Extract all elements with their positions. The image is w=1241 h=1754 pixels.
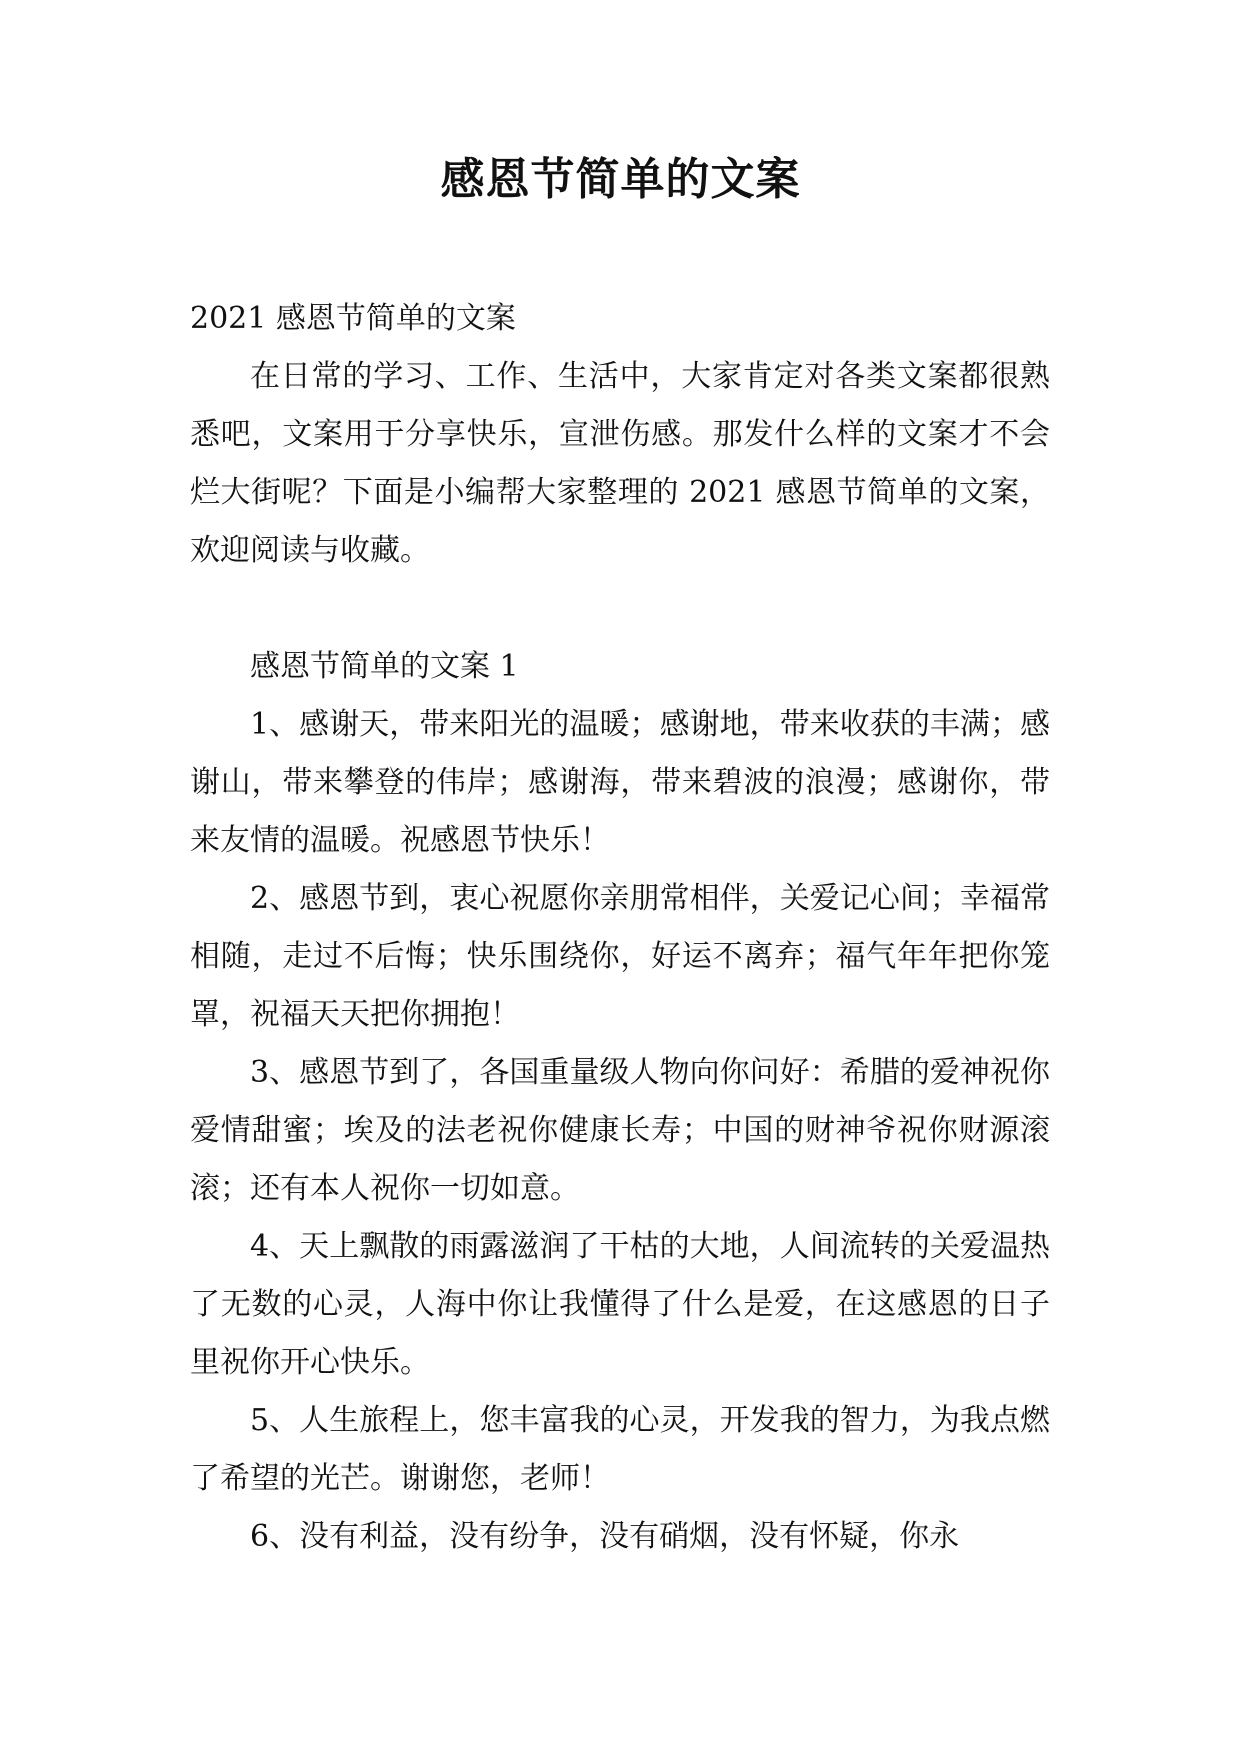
list-item: 1、感谢天，带来阳光的温暖；感谢地，带来收获的丰满；感谢山，带来攀登的伟岸；感谢海，带来碧波的浪漫；感谢你，带来友情的温暖。祝感恩节快乐！ bbox=[190, 707, 1050, 858]
section-heading: 感恩节简单的文案 1 bbox=[250, 649, 519, 684]
list-item: 3、感恩节到了，各国重量级人物向你问好：希腊的爱神祝你爱情甜蜜；埃及的法老祝你健康长寿；中国的财神爷祝你财源滚滚；还有本人祝你一切如意。 bbox=[190, 1055, 1050, 1206]
document-subtitle: 2021 感恩节简单的文案 bbox=[190, 301, 516, 336]
intro-paragraph: 在日常的学习、工作、生活中，大家肯定对各类文案都很熟悉吧，文案用于分享快乐，宣泄伤感。那发什么样的文案才不会烂大街呢？下面是小编帮大家整理的 2021 感恩节简单的文案，欢迎阅读与收藏。 bbox=[190, 359, 1050, 568]
document-title: 感恩节简单的文案 bbox=[440, 154, 801, 205]
list-item: 2、感恩节到，衷心祝愿你亲朋常相伴，关爱记心间；幸福常相随，走过不后悔；快乐围绕你，好运不离弃；福气年年把你笼罩，祝福天天把你拥抱！ bbox=[190, 881, 1050, 1032]
list-item: 4、天上飘散的雨露滋润了干枯的大地，人间流转的关爱温热了无数的心灵，人海中你让我懂得了什么是爱，在这感恩的日子里祝你开心快乐。 bbox=[190, 1229, 1050, 1380]
document-body bbox=[190, 290, 1050, 1566]
paragraph-spacer bbox=[190, 580, 1050, 638]
list-item: 6、没有利益，没有纷争，没有硝烟，没有怀疑，你永 bbox=[250, 1519, 960, 1554]
list-item: 5、人生旅程上，您丰富我的心灵，开发我的智力，为我点燃了希望的光芒。谢谢您，老师！ bbox=[190, 1403, 1050, 1496]
